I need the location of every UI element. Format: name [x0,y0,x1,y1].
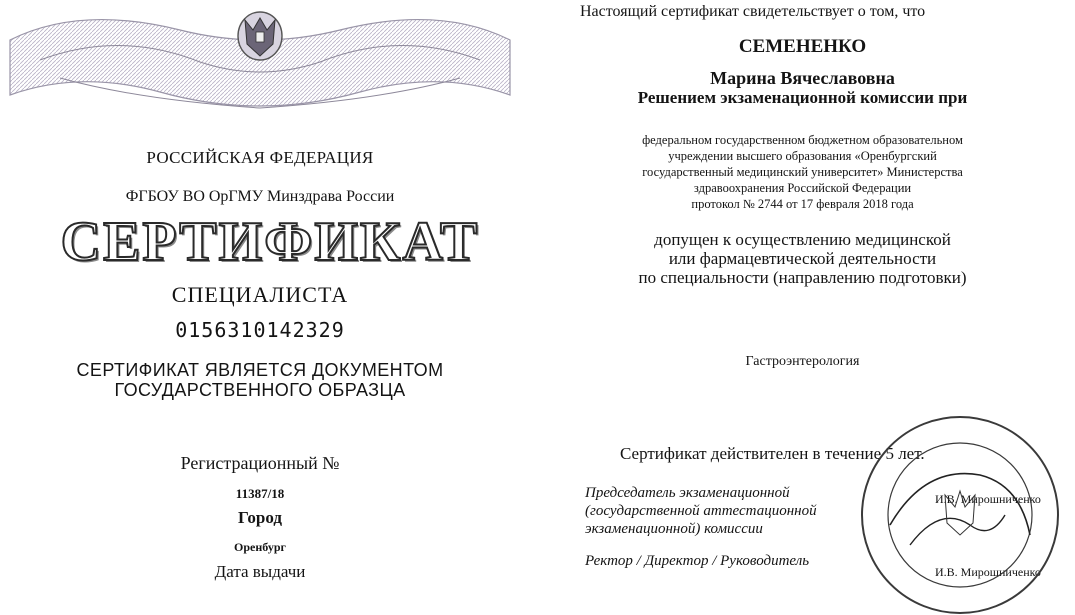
admission-line: по специальности (направлению подготовки) [638,268,967,287]
admission-line: или фармацевтической деятельности [668,249,937,268]
issue-date-label: Дата выдачи [214,562,306,581]
statement-line: ГОСУДАРСТВЕННОГО ОБРАЗЦА [114,380,406,400]
chair-line: Председатель экзаменационной [585,485,790,501]
statement-line: СЕРТИФИКАТ ЯВЛЯЕТСЯ ДОКУМЕНТОМ [76,360,444,380]
admission-line: допущен к осуществлению медицинской [654,230,951,249]
city-label: Город [238,508,282,527]
specialty-value: Гастроэнтерология [745,354,860,369]
certificate-cover-page [0,0,530,585]
certificate-title: СЕРТИФИКАТ [60,211,480,273]
double-headed-eagle-emblem [225,0,295,70]
institution-line: федеральном государственном бюджетном образовательном [642,133,963,147]
certificate-number: 0156310142329 [175,318,345,342]
country-label: РОССИЙСКАЯ ФЕДЕРАЦИЯ [146,148,374,167]
certificate-content-page [530,0,1075,585]
institution-line: здравоохранения Российской Федерации [693,181,912,195]
institution-text [530,132,1075,212]
commission-chair-label [585,484,817,538]
holder-surname: СЕМЕНЕНКО [738,36,867,57]
admission-text [530,230,1075,287]
round-seal-stamp [830,395,1060,615]
certificate-subtitle: СПЕЦИАЛИСТА [171,282,349,307]
registration-value: 11387/18 [235,486,285,501]
institution-line: протокол № 2744 от 17 февраля 2018 года [691,197,914,211]
chair-line: экзаменационной) комиссии [585,521,763,537]
chair-line: (государственной аттестационной [585,503,817,519]
intro-text: Настоящий сертификат свидетельствует о том, что [580,3,926,20]
validity-text: Сертификат действителен в течение 5 лет. [620,444,925,463]
chair-name: И.В. Мирошниченко [935,492,1041,506]
registration-label: Регистрационный № [180,453,340,473]
holder-given-names: Марина Вячеславовна [710,68,895,88]
rector-label: Ректор / Директор / Руководитель [585,553,810,569]
rector-name: И.В. Мирошниченко [935,565,1041,579]
institution-line: государственный медицинский университет» Министерства [642,165,963,179]
organization-label: ФГБОУ ВО ОрГМУ Минздрава России [125,188,395,205]
institution-line: учреждении высшего образования «Оренбургский [668,149,937,163]
city-value: Оренбург [234,540,286,554]
decision-text: Решением экзаменационной комиссии при [637,88,968,107]
statement-text [0,360,520,400]
